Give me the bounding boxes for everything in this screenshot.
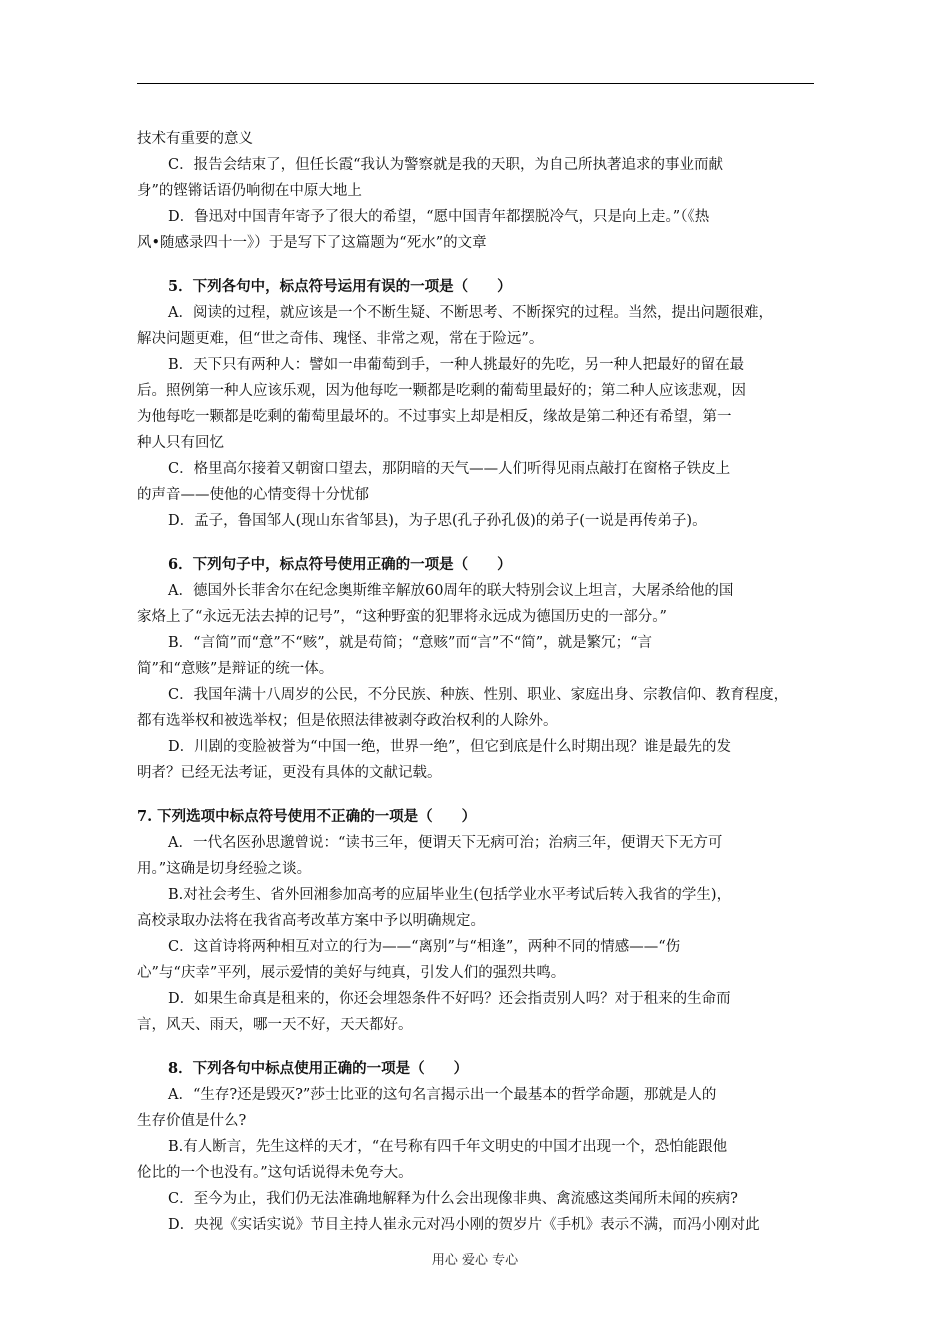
text-line: 简”和“意赅”是辩证的统一体。 xyxy=(137,661,334,677)
question-title: 7. 下列选项中标点符号使用不正确的一项是（ ） xyxy=(137,808,477,825)
text-line: 伦比的一个也没有。”这句话说得未免夸大。 xyxy=(137,1165,413,1181)
text-line: 风•随感录四十一》）于是写下了这篇题为“死水”的文章 xyxy=(137,235,487,251)
text-line: B．“言简”而“意”不“赅”，就是苟简；“意赅”而“言”不“简”，就是繁冗；“言 xyxy=(168,635,653,651)
text-line: 身”的铿锵话语仍响彻在中原大地上 xyxy=(137,183,362,199)
header-rule xyxy=(137,83,814,84)
text-line: B.有人断言，先生这样的天才，“在号称有四千年文明史的中国才出现一个，恐怕能跟他 xyxy=(168,1139,728,1155)
text-line: 为他每吃一颗都是吃剩的葡萄里最坏的。不过事实上却是相反，缘故是第二种还有希望，第一 xyxy=(137,409,732,425)
text-line: D．如果生命真是租来的，你还会埋怨条件不好吗？还会指责别人吗？对于租来的生命而 xyxy=(168,991,731,1007)
text-line: 的声音——使他的心情变得十分忧郁 xyxy=(137,487,369,503)
text-line: 生存价值是什么? xyxy=(137,1113,247,1129)
text-line: B.对社会考生、省外回湘参加高考的应届毕业生(包括学业水平考试后转入我省的学生)， xyxy=(168,887,732,903)
question-7 xyxy=(137,804,817,1038)
text-line: 言，风天、雨天，哪一天不好，天天都好。 xyxy=(137,1017,413,1033)
text-line: C．报告会结束了，但任长霞“我认为警察就是我的天职，为自己所执著追求的事业而献 xyxy=(168,157,724,173)
text-line: 解决问题更难，但“世之奇伟、瑰怪、非常之观，常在于险远”。 xyxy=(137,331,544,347)
page-footer: 用心 爱心 专心 xyxy=(431,1253,519,1268)
text-line: C．格里高尔接着又朝窗口望去，那阴暗的天气——人们听得见雨点敲打在窗格子铁皮上 xyxy=(168,461,731,477)
question-6 xyxy=(137,552,817,786)
text-line: 用。”这确是切身经验之谈。 xyxy=(137,861,312,877)
text-line: 技术有重要的意义 xyxy=(137,131,253,147)
text-line: 高校录取办法将在我省高考改革方案中予以明确规定。 xyxy=(137,913,485,929)
text-line: A．德国外长菲舍尔在纪念奥斯维辛解放60周年的联大特别会议上坦言，大屠杀给他的国 xyxy=(168,583,734,599)
text-line: D．孟子，鲁国邹人(现山东省邹县)，为子思(孔子孙孔伋)的弟子(一说是再传弟子)。 xyxy=(168,513,707,529)
text-line: A．阅读的过程，就应该是一个不断生疑、不断思考、不断探究的过程。当然，提出问题很难， xyxy=(168,305,773,321)
text-line: C．这首诗将两种相互对立的行为——“离别”与“相逢”，两种不同的情感——“伤 xyxy=(168,939,681,955)
text-line: A．一代名医孙思邈曾说：“读书三年，便谓天下无病可治；治病三年，便谓天下无方可 xyxy=(168,835,723,851)
text-line: 明者？已经无法考证，更没有具体的文献记载。 xyxy=(137,765,442,781)
text-line: D．鲁迅对中国青年寄予了很大的希望，“愿中国青年都摆脱冷气，只是向上走。”（《热 xyxy=(168,209,710,225)
question-8 xyxy=(137,1056,817,1238)
text-line: C．至今为止，我们仍无法准确地解释为什么会出现像非典、禽流感这类闻所未闻的疾病? xyxy=(168,1191,738,1207)
text-line: 心”与“庆幸”平列，展示爱情的美好与纯真，引发人们的强烈共鸣。 xyxy=(137,965,566,981)
text-line: D．央视《实话实说》节目主持人崔永元对冯小刚的贺岁片《手机》表示不满，而冯小刚对此 xyxy=(168,1217,760,1233)
text-line: A．“生存?还是毁灭?”莎士比亚的这句名言揭示出一个最基本的哲学命题，那就是人的 xyxy=(168,1087,717,1103)
text-line: D．川剧的变脸被誉为“中国一绝，世界一绝”，但它到底是什么时期出现？谁是最先的发 xyxy=(168,739,731,755)
question-title: 5．下列各句中，标点符号运用有误的一项是（ ） xyxy=(168,278,512,295)
question-5 xyxy=(137,274,817,534)
text-line: 都有选举权和被选举权；但是依照法律被剥夺政治权利的人除外。 xyxy=(137,713,558,729)
text-line: 后。照例第一种人应该乐观，因为他每吃一颗都是吃剩的葡萄里最好的；第二种人应该悲观，因 xyxy=(137,383,746,399)
question-title: 8．下列各句中标点使用正确的一项是（ ） xyxy=(168,1060,469,1077)
text-line: C．我国年满十八周岁的公民，不分民族、种族、性别、职业、家庭出身、宗教信仰、教育程度， xyxy=(168,687,789,703)
question-title: 6．下列句子中，标点符号使用正确的一项是（ ） xyxy=(168,556,512,573)
document-body xyxy=(137,126,817,1238)
text-line: 家烙上了“永远无法去掉的记号”，“这种野蛮的犯罪将永远成为德国历史的一部分。” xyxy=(137,609,667,625)
text-line: 种人只有回忆 xyxy=(137,435,224,451)
continued-question xyxy=(137,126,817,256)
text-line: B．天下只有两种人：譬如一串葡萄到手，一种人挑最好的先吃，另一种人把最好的留在最 xyxy=(168,357,745,373)
